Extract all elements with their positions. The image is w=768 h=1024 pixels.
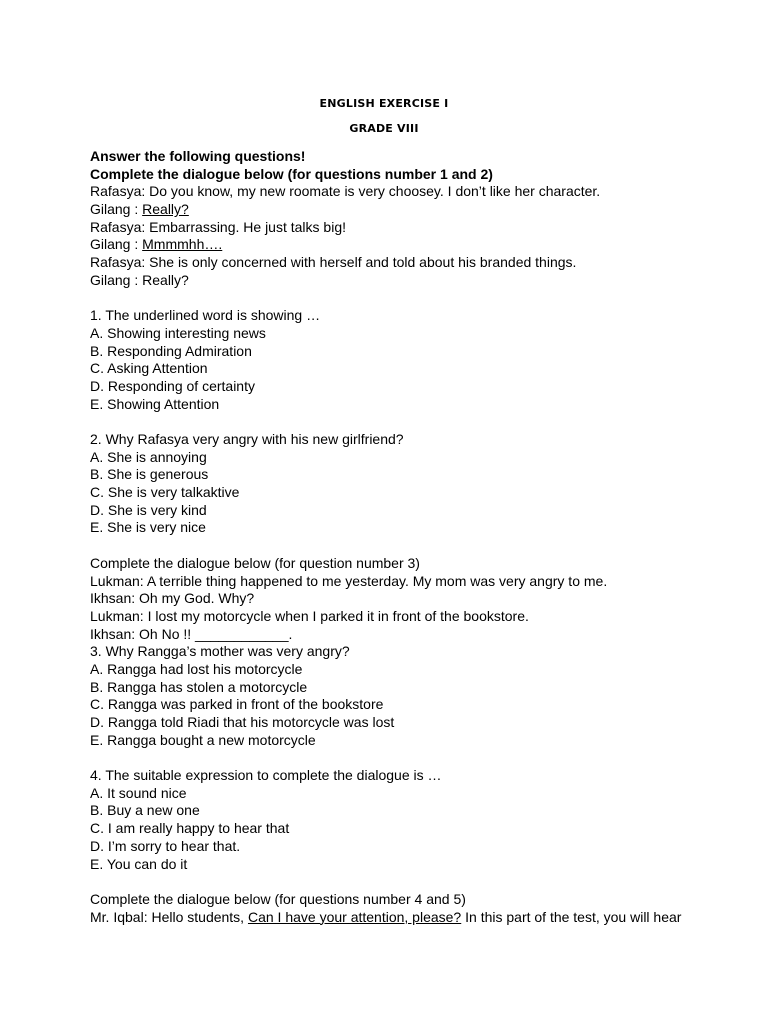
answer-option: B. Buy a new one (90, 802, 200, 819)
dialogue1-line: Rafasya: Do you know, my new roomate is very choosey. I don’t like her character. (90, 183, 601, 200)
dialogue2-line: Lukman: A terrible thing happened to me yesterday. My mom was very angry to me. (90, 572, 608, 589)
dialogue1-line (90, 201, 730, 219)
answer-option: C. Asking Attention (90, 360, 208, 377)
question-4: 4. The suitable expression to complete the dialogue is … (90, 767, 442, 784)
speaker-label: Gilang : (90, 236, 143, 253)
grade-label: GRADE VIII (349, 122, 419, 135)
answer-option: E. She is very nice (90, 519, 206, 536)
answer-option: B. She is generous (90, 466, 209, 483)
answer-option: A. It sound nice (90, 784, 187, 801)
answer-option: B. Responding Admiration (90, 342, 252, 359)
dialogue3-line (90, 909, 730, 927)
speaker-label: Gilang : (90, 201, 143, 218)
answer-option: D. Rangga told Riadi that his motorcycle was lost (90, 714, 395, 730)
dialogue2-intro: Complete the dialogue below (for question number 3) (90, 554, 420, 571)
dialogue2-line: Ikhsan: Oh my God. Why? (90, 590, 255, 607)
answer-option: D. Responding of certainty (90, 377, 255, 394)
answer-option: C. Rangga was parked in front of the bookstore (90, 696, 384, 713)
question-1: 1. The underlined word is showing … (90, 307, 321, 324)
dialogue1-intro: Complete the dialogue below (for questions number 1 and 2) (90, 165, 493, 182)
answer-option: D. She is very kind (90, 501, 207, 518)
underlined-expression: Can I have your attention, please? (247, 908, 462, 925)
underlined-expression: Really? (142, 201, 189, 218)
dialogue2-line: Lukman: I lost my motorcycle when I parked it in front of the bookstore. (90, 607, 529, 624)
spacer (90, 413, 730, 431)
spacer (90, 749, 730, 767)
underlined-expression: Mmmmhh…. (142, 236, 223, 253)
answer-option: C. She is very talkaktive (90, 484, 240, 501)
dialogue1-line: Rafasya: Embarrassing. He just talks big! (90, 218, 346, 235)
spacer (90, 873, 730, 891)
dialogue-text: Mr. Iqbal: Hello students, (90, 908, 248, 925)
document-body (90, 148, 730, 926)
dialogue-text: In this part of the test, you will hear (461, 908, 682, 925)
answer-option: E. Rangga bought a new motorcycle (90, 731, 316, 748)
document-header (0, 94, 768, 139)
dialogue2-line: Ikhsan: Oh No !! ____________. (90, 625, 293, 642)
answer-option: A. Rangga had lost his motorcycle (90, 660, 303, 677)
answer-option: E. You can do it (90, 855, 188, 872)
answer-option: C. I am really happy to hear that (90, 820, 290, 837)
main-instruction: Answer the following questions! (90, 148, 306, 164)
question-3: 3. Why Rangga’s mother was very angry? (90, 643, 350, 660)
dialogue1-line: Rafasya: She is only concerned with herself and told about his branded things. (90, 254, 577, 271)
answer-option: B. Rangga has stolen a motorcycle (90, 678, 308, 695)
answer-option: E. Showing Attention (90, 395, 220, 412)
dialogue1-line (90, 236, 730, 254)
dialogue1-line: Gilang : Really? (90, 271, 189, 288)
answer-option: A. Showing interesting news (90, 324, 266, 341)
answer-option: D. I’m sorry to hear that. (90, 837, 241, 854)
spacer (90, 290, 730, 308)
dialogue3-intro: Complete the dialogue below (for questions number 4 and 5) (90, 890, 466, 907)
spacer (90, 537, 730, 555)
answer-option: A. She is annoying (90, 448, 207, 465)
question-2: 2. Why Rafasya very angry with his new girlfriend? (90, 431, 404, 447)
document-title: ENGLISH EXERCISE I (319, 97, 449, 110)
